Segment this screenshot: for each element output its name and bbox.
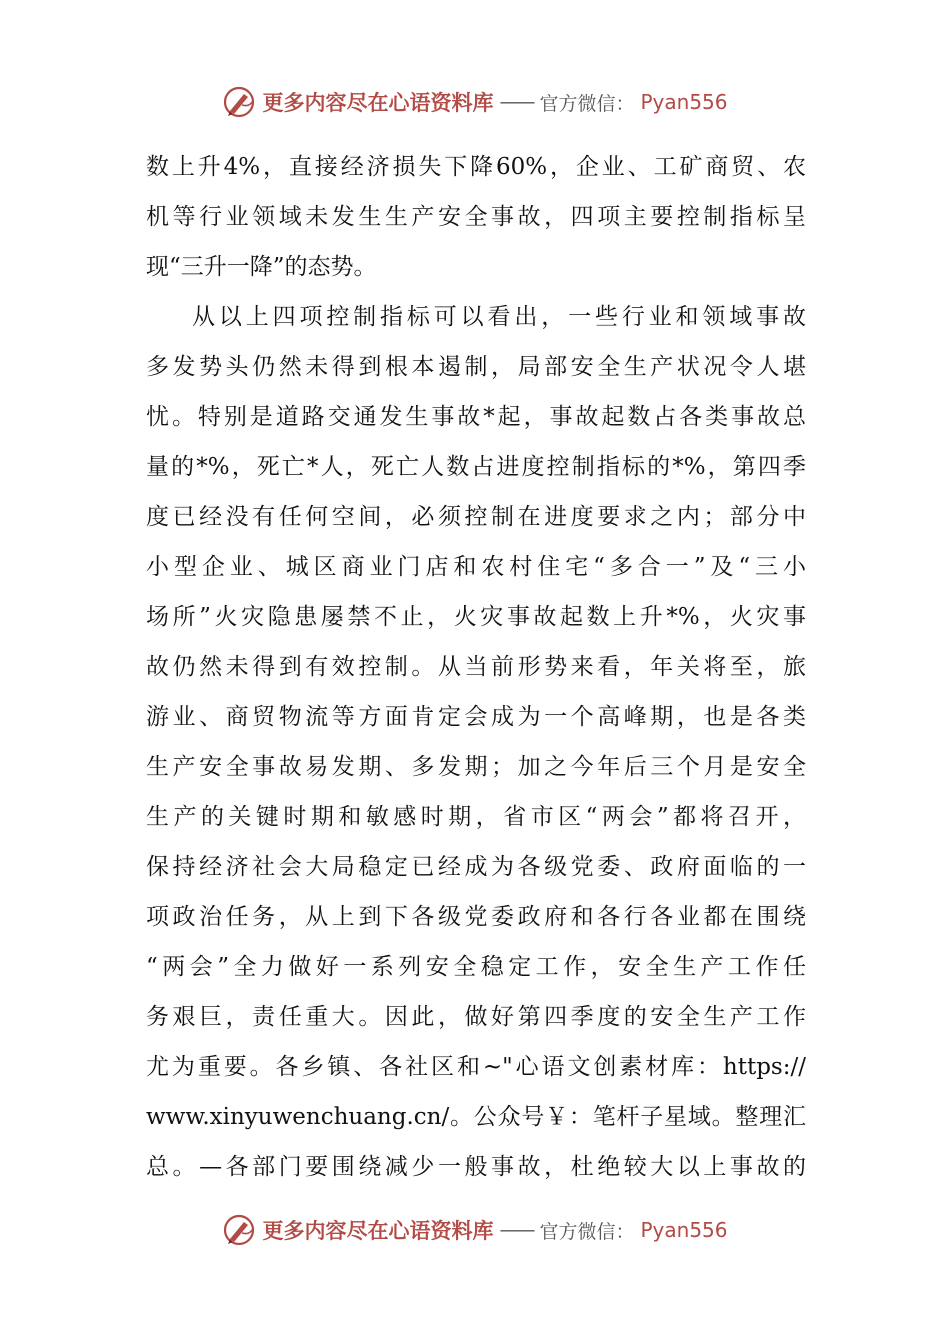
text-line: “两会”全力做好一系列安全稳定工作，安全生产工作任 (146, 954, 806, 980)
pen-logo-icon (222, 85, 256, 119)
header-banner (0, 80, 950, 124)
document-body (146, 142, 806, 1192)
footer-wechat-id: Pyan556 (640, 1218, 728, 1242)
text-line: 多发势头仍然未得到根本遏制，局部安全生产状况令人堪 (146, 354, 806, 380)
text-line: 机等行业领域未发生生产安全事故，四项主要控制指标呈 (146, 204, 806, 230)
pen-logo-icon (222, 1213, 256, 1247)
text-line: 小型企业、城区商业门店和农村住宅“多合一”及“三小 (146, 554, 806, 580)
text-line: www.xinyuwenchuang.cn/。公众号￥：笔杆子星域。整理汇 (146, 1104, 806, 1130)
footer-dash: —— (499, 1219, 534, 1241)
text-line: 项政治任务，从上到下各级党委政府和各行各业都在围绕 (146, 904, 806, 930)
text-line: 场所”火灾隐患屡禁不止，火灾事故起数上升*%，火灾事 (146, 604, 806, 630)
text-line: 游业、商贸物流等方面肯定会成为一个高峰期，也是各类 (146, 704, 806, 730)
header-title: 更多内容尽在心语资料库 (262, 90, 494, 115)
text-line: 故仍然未得到有效控制。从当前形势来看，年关将至，旅 (146, 654, 806, 680)
text-line: 务艰巨，责任重大。因此，做好第四季度的安全生产工作 (146, 1004, 806, 1030)
text-line: 生产的关键时期和敏感时期，省市区“两会”都将召开， (146, 804, 806, 830)
text-line: 保持经济社会大局稳定已经成为各级党委、政府面临的一 (146, 854, 806, 880)
text-line: 度已经没有任何空间，必须控制在进度要求之内；部分中 (146, 504, 806, 530)
text-line: 总。—各部门要围绕减少一般事故，杜绝较大以上事故的 (146, 1154, 806, 1180)
footer-title: 更多内容尽在心语资料库 (262, 1218, 494, 1243)
header-dash: —— (499, 91, 534, 113)
text-line: 尤为重要。各乡镇、各社区和~"心语文创素材库：https:// (146, 1054, 806, 1080)
header-wechat-id: Pyan556 (640, 90, 728, 114)
text-line: 从以上四项控制指标可以看出，一些行业和领域事故 (192, 304, 806, 330)
header-contact-label: 官方微信： (539, 92, 635, 115)
text-line: 数上升4%，直接经济损失下降60%，企业、工矿商贸、农 (146, 154, 806, 180)
text-line: 现“三升一降”的态势。 (146, 254, 377, 280)
footer-contact-label: 官方微信： (539, 1220, 635, 1243)
footer-banner (0, 1208, 950, 1252)
text-line: 生产安全事故易发期、多发期；加之今年后三个月是安全 (146, 754, 806, 780)
text-line: 忧。特别是道路交通发生事故*起，事故起数占各类事故总 (146, 404, 806, 430)
text-line: 量的*%，死亡*人，死亡人数占进度控制指标的*%，第四季 (146, 454, 806, 480)
